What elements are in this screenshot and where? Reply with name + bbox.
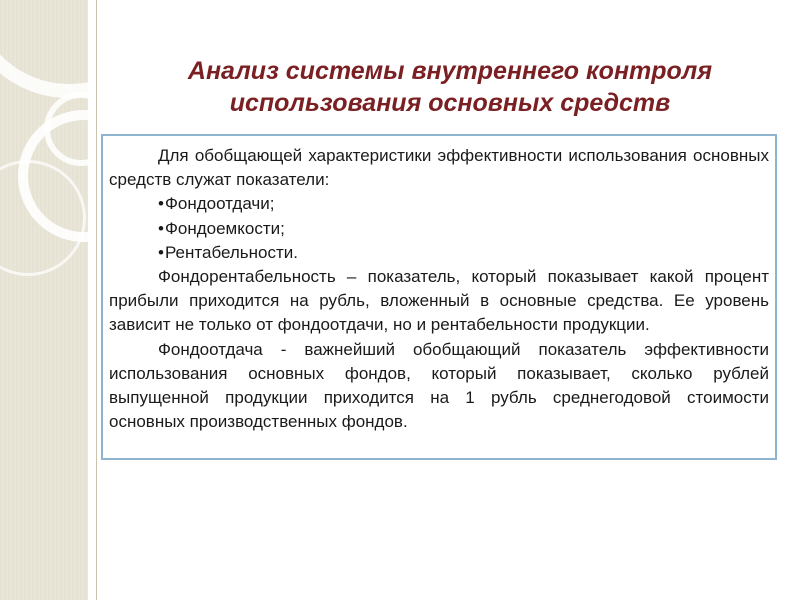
slide-title-line2: использования основных средств: [229, 89, 671, 117]
slide-title-line1: Анализ системы внутреннего контроля: [187, 57, 713, 85]
bullet-item: [109, 217, 769, 241]
decorative-ring: [0, 0, 88, 98]
bullet-item: [109, 192, 769, 216]
bullet-icon: •: [158, 194, 164, 214]
slide-title: [110, 55, 790, 119]
bullet-text: Фондоотдачи;: [164, 194, 275, 214]
bullet-text: Фондоемкости;: [164, 218, 285, 238]
fondootdacha-paragraph: Фондоотдача - важнейший обобщающий показатель эффективности использования основных фондов, который показывает, сколько рублей выпущенной продукции приходится на 1 рубль среднегодовой стоимости основных производственных фондов.: [109, 339, 769, 432]
fondorentabelnost-paragraph: Фондорентабельность – показатель, который показывает какой процент прибыли приходится на рубль, вложенный в основные средства. Ее уровень зависит не только от фондоотдачи, но и рентабельности продукции.: [109, 267, 769, 335]
bullet-icon: •: [158, 242, 164, 262]
intro-paragraph: Для обобщающей характеристики эффективности использования основных средств служат показатели:: [109, 146, 769, 190]
content-box: [101, 134, 777, 460]
bullet-icon: •: [158, 218, 164, 238]
bullet-text: Рентабельности.: [164, 242, 298, 262]
bullet-item: [109, 241, 769, 265]
decorative-side-panel: [0, 0, 88, 600]
side-divider: [96, 0, 97, 600]
